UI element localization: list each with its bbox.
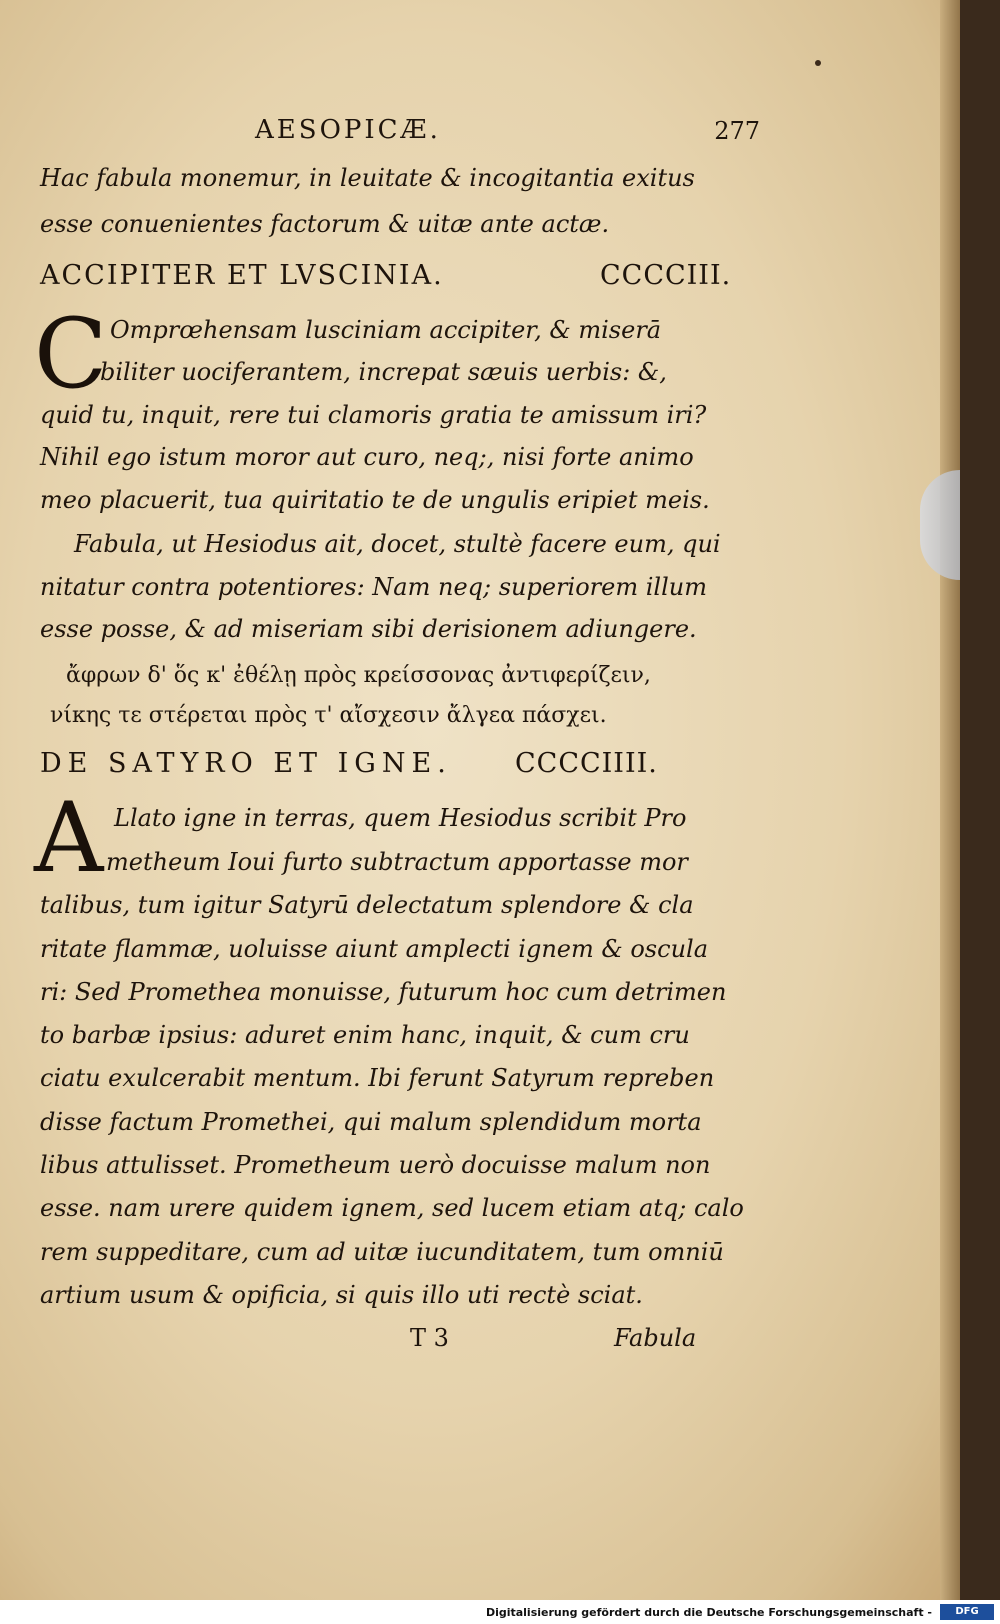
text-line: ciatu exulcerabit mentum. Ibi ferunt Satyrum repreben (40, 1064, 715, 1092)
fable-number: CCCCIII. (600, 260, 732, 291)
text-line: artium usum & opificia, si quis illo uti rectè sciat. (40, 1281, 643, 1309)
drop-cap: C (34, 298, 108, 410)
ink-spot (815, 60, 821, 66)
text-line: Llato igne in terras, quem Hesiodus scribit Pro (114, 804, 687, 832)
text-line: to barbæ ipsius: aduret enim hanc, inquit, & cum cru (40, 1021, 690, 1049)
credit-text: Digitalisierung gefördert durch die Deutsche Forschungsgemeinschaft - (485, 1606, 932, 1619)
preface-line: Hac fabula monemur, in leuitate & incogitantia exitus (40, 164, 695, 192)
text-line: Fabula, ut Hesiodus ait, docet, stultè facere eum, qui (74, 530, 721, 558)
fable-title: ACCIPITER ET LVSCINIA. (40, 260, 444, 291)
fable-title: DE SATYRO ET IGNE. (40, 748, 452, 779)
preface-line: esse conuenientes factorum & uitæ ante actæ. (40, 210, 610, 238)
page-number: 277 (714, 117, 760, 145)
text-line: metheum Ioui furto subtractum apportasse mor (106, 848, 688, 876)
paper-clip (920, 470, 960, 580)
fable-heading (40, 748, 658, 779)
digitization-credit (0, 1600, 1000, 1624)
text-line: nitatur contra potentiores: Nam neq; superiorem illum (40, 573, 707, 601)
greek-verse: ἄφρων δ' ὅς κ' ἐθέλῃ πρὸς κρείσσονας ἀντιφερίζειν, (66, 663, 651, 688)
text-line: talibus, tum igitur Satyrū delectatum splendore & cla (40, 891, 694, 919)
text-line: esse posse, & ad miseriam sibi derisionem adiungere. (40, 615, 697, 643)
catchword: Fabula (614, 1324, 697, 1352)
running-head (40, 115, 760, 149)
text-line: esse. nam urere quidem ignem, sed lucem etiam atq; calo (40, 1194, 744, 1222)
dfg-logo: DFG (940, 1604, 994, 1620)
text-line: rem suppeditare, cum ad uitæ iucunditatem, tum omniū (40, 1238, 724, 1266)
fable-number: CCCCIIII. (515, 748, 658, 779)
fable-heading (40, 260, 732, 291)
text-line: biliter uociferantem, increpat sæuis uerbis: &, (100, 358, 667, 386)
text-line: disse factum Promethei, qui malum splendidum morta (40, 1108, 702, 1136)
text-line: libus attulisset. Prometheum uerò docuisse malum non (40, 1151, 711, 1179)
greek-verse: νίκης τε στέρεται πρὸς τ' αἴσχεσιν ἄλγεα πάσχει. (50, 703, 607, 728)
text-line: ritate flammæ, uoluisse aiunt amplecti ignem & oscula (40, 935, 709, 963)
running-head-title: AESOPICÆ. (255, 115, 441, 145)
text-line: meo placuerit, tua quiritatio te de ungulis eripiet meis. (40, 486, 710, 514)
text-line: Nihil ego istum moror aut curo, neq;, nisi forte animo (40, 443, 694, 471)
drop-cap: A (34, 782, 104, 894)
text-line: ri: Sed Promethea monuisse, futurum hoc cum detrimen (40, 978, 727, 1006)
text-line: quid tu, inquit, rere tui clamoris gratia te amissum iri? (40, 401, 707, 429)
text-line: Omprœhensam lusciniam accipiter, & miserā (110, 316, 662, 344)
page-edge (940, 0, 960, 1600)
signature-mark: T 3 (410, 1324, 449, 1352)
